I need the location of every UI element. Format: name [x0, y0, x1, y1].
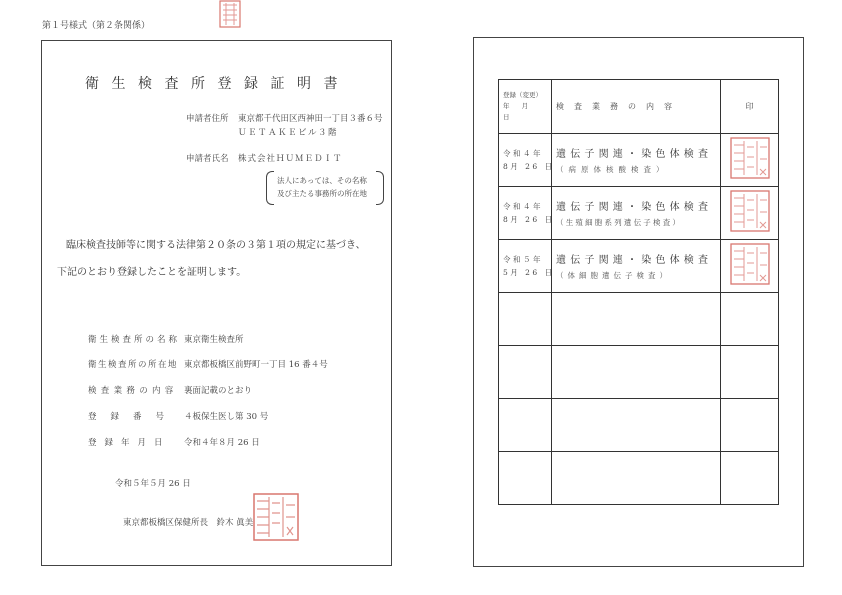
- item-value-location: 東京都板橋区前野町一丁目 16 番４号: [184, 360, 328, 370]
- row-content: [552, 240, 721, 293]
- table-row-empty: [499, 346, 779, 399]
- left-paren: [266, 171, 274, 205]
- row-content-sub: （体細胞遺伝子検査）: [556, 271, 671, 280]
- row-content-sub: （病原体核酸検査）: [556, 165, 669, 174]
- row-content: [552, 346, 721, 399]
- row-content: [552, 452, 721, 505]
- note-line2: 及び主たる事務所の所在地: [277, 189, 367, 198]
- header-date: [499, 80, 552, 134]
- row-content: [552, 293, 721, 346]
- official-seal-icon: [730, 190, 770, 232]
- item-label-reg-date: 登録年月日: [88, 438, 171, 448]
- right-paren: [376, 171, 384, 205]
- row-content-sub: （生殖細胞系列遺伝子検査）: [556, 218, 683, 227]
- row-content: [552, 134, 721, 187]
- applicant-name-value: 株式会社ＨＵＭＥＤＩＴ: [238, 154, 343, 164]
- body-text-line2: 下記のとおり登録したことを証明します。: [57, 267, 247, 278]
- row-content-main: 遺伝子関連・染色体検査: [556, 202, 713, 213]
- item-label-reg-number: 登録番号: [88, 412, 179, 422]
- row-date: [499, 452, 552, 505]
- issue-date: 令和５年５月 26 日: [115, 479, 191, 489]
- row-content: [552, 399, 721, 452]
- applicant-address-line2: ＵＥＴＡＫＥビル３階: [238, 128, 339, 138]
- item-value-reg-number: ４板保生医し第 30 号: [184, 412, 269, 422]
- header-content: 検査業務の内容: [552, 80, 721, 134]
- table-row-empty: [499, 452, 779, 505]
- item-label-name: 衛生検査所の名称: [88, 335, 181, 345]
- official-seal-icon: [218, 0, 242, 28]
- row-date: [499, 346, 552, 399]
- row-date-line2: 5月 26 日: [503, 268, 555, 277]
- inspection-content-table: [498, 79, 779, 505]
- table-row-empty: [499, 399, 779, 452]
- row-seal: [721, 187, 779, 240]
- table-row: [499, 187, 779, 240]
- item-value-content: 裏面記載のとおり: [184, 386, 253, 396]
- row-content-main: 遺伝子関連・染色体検査: [556, 149, 713, 160]
- applicant-note: [266, 171, 384, 205]
- row-seal: [721, 293, 779, 346]
- row-date-line2: 8月 26 日: [503, 162, 555, 171]
- item-value-reg-date: 令和４年８月 26 日: [184, 438, 260, 448]
- row-date-line2: 8月 26 日: [503, 215, 555, 224]
- note-line1: 法人にあっては、その名称: [277, 176, 367, 185]
- row-date: [499, 134, 555, 187]
- table-row: [499, 134, 779, 187]
- header-date-line1: 登録（変更）: [503, 91, 542, 99]
- row-date-line1: 令和４年: [503, 202, 543, 211]
- table-row: [499, 240, 779, 293]
- official-seal-icon: [253, 493, 299, 541]
- row-seal: [721, 346, 779, 399]
- row-content-main: 遺伝子関連・染色体検査: [556, 255, 713, 266]
- applicant-address-label: 申請者住所: [186, 114, 229, 124]
- item-value-name: 東京衛生検査所: [184, 335, 244, 345]
- item-label-location: 衛生検査所の所在地: [88, 360, 179, 370]
- header-date-line2: 年 月 日: [503, 102, 534, 121]
- header-seal: 印: [721, 80, 779, 134]
- document-title: 衛生検査所登録証明書: [85, 76, 350, 92]
- table-header-row: [499, 80, 779, 134]
- row-date: [499, 187, 555, 240]
- row-content: [552, 187, 721, 240]
- row-date: [499, 399, 552, 452]
- row-seal: [721, 399, 779, 452]
- applicant-name-label: 申請者氏名: [186, 154, 229, 164]
- row-seal: [721, 240, 779, 293]
- row-date-line1: 令和４年: [503, 149, 543, 158]
- body-text-line1: 臨床検査技師等に関する法律第２０条の３第１項の規定に基づき、: [66, 240, 366, 251]
- row-date: [499, 240, 555, 293]
- official-seal-icon: [730, 137, 770, 179]
- issuer-name: 東京都板橋区保健所長 鈴木 眞美: [123, 518, 254, 528]
- row-seal: [721, 134, 779, 187]
- table-row-empty: [499, 293, 779, 346]
- form-label: 第１号様式（第２条関係）: [42, 21, 151, 31]
- item-label-content: 検査業務の内容: [88, 386, 178, 396]
- applicant-address-line1: 東京都千代田区西神田一丁目３番６号: [238, 114, 383, 124]
- official-seal-icon: [730, 243, 770, 285]
- row-date: [499, 293, 552, 346]
- row-seal: [721, 452, 779, 505]
- row-date-line1: 令和５年: [503, 255, 543, 264]
